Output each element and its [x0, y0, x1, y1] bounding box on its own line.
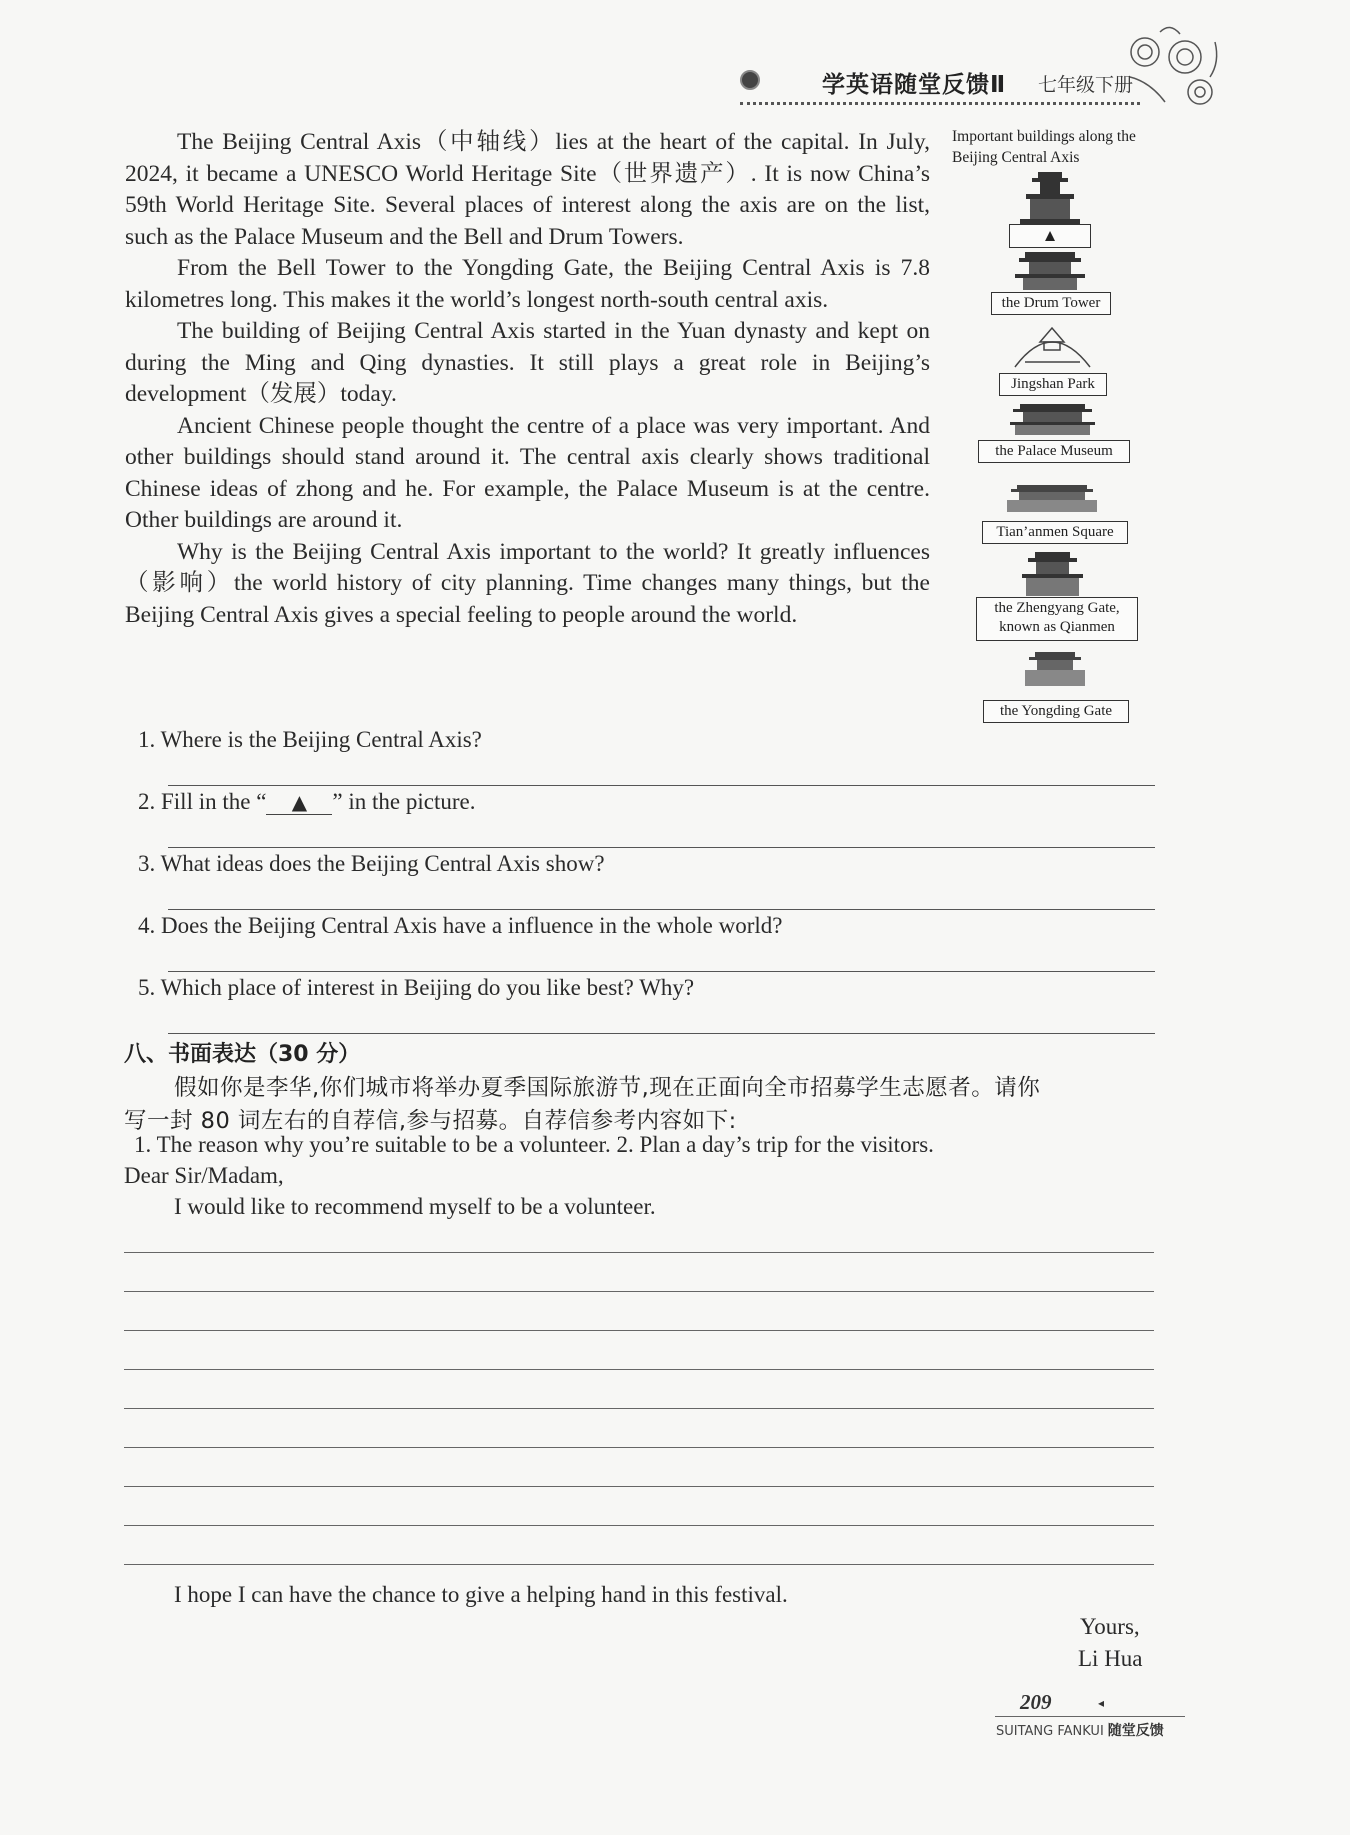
answer-line-5[interactable]	[168, 1033, 1155, 1034]
answer-line-3[interactable]	[168, 909, 1155, 910]
footer-brand-en: SUITANG FANKUI	[996, 1724, 1104, 1739]
zhengyang-gate-icon	[1010, 550, 1095, 600]
question-5: 5. Which place of interest in Beijing do you like best? Why?	[138, 975, 695, 1000]
page-number: 209	[1020, 1690, 1052, 1714]
writing-line[interactable]	[124, 1408, 1154, 1409]
bell-tower-icon	[1010, 170, 1090, 226]
label-zhengyang-gate	[976, 597, 1138, 641]
answer-line-2[interactable]	[168, 847, 1155, 848]
letter-closing: I hope I can have the chance to give a helping hand in this festival.	[174, 1582, 788, 1607]
writing-line[interactable]	[124, 1330, 1154, 1331]
question-2-text-start: 2. Fill in the “	[138, 789, 267, 814]
header-bullet-icon	[740, 70, 760, 90]
question-3: 3. What ideas does the Beijing Central Axis show?	[138, 851, 605, 876]
label-drum-tower: the Drum Tower	[991, 292, 1111, 315]
passage-paragraph: Ancient Chinese people thought the centre of a place was very important. And other buildings should stand around it. The central axis clearly shows traditional Chinese ideas of zhong and he. For example, the Palace Museum is at the centre. Other buildings are around it.	[125, 412, 930, 533]
prompt-line-2: 写一封 80 词左右的自荐信,参与招募。自荐信参考内容如下:	[124, 1108, 737, 1134]
question-1: 1. Where is the Beijing Central Axis?	[138, 727, 482, 752]
letter-opening: I would like to recommend myself to be a volunteer.	[174, 1194, 656, 1219]
writing-line[interactable]	[124, 1291, 1154, 1292]
footer-brand-cn: 随堂反馈	[1107, 1723, 1164, 1739]
palace-museum-icon	[1005, 402, 1100, 438]
footer-divider	[995, 1716, 1185, 1717]
question-2-text-end: ” in the picture.	[332, 789, 476, 814]
writing-line[interactable]	[124, 1564, 1154, 1565]
label-zhengyang-line1: the Zhengyang Gate,	[994, 600, 1120, 616]
flower-ornament-icon	[1120, 22, 1230, 117]
label-jingshan-park: Jingshan Park	[999, 373, 1107, 396]
blank-label: ▲	[1009, 224, 1091, 248]
letter-signature: Li Hua	[1078, 1646, 1143, 1671]
tiananmen-icon	[1005, 483, 1100, 515]
reading-passage	[125, 127, 930, 631]
label-tiananmen-square: Tian’anmen Square	[982, 521, 1128, 544]
jingshan-park-icon	[1010, 322, 1095, 372]
yongding-gate-icon	[1015, 650, 1095, 690]
passage-paragraph: Why is the Beijing Central Axis important to the world? It greatly influences（影响）the world history of city planning. Time changes many things, but the Beijing Central Axis gives a special feeling to people around the world.	[125, 538, 930, 628]
passage-paragraph: The building of Beijing Central Axis started in the Yuan dynasty and kept on during the Ming and Qing dynasties. It still plays a great role in Beijing’s development（发展）today.	[125, 318, 930, 407]
passage-paragraph: From the Bell Tower to the Yongding Gate, the Beijing Central Axis is 7.8 kilometres long. This makes it the world’s longest north-south central axis.	[125, 255, 930, 313]
writing-line[interactable]	[124, 1369, 1154, 1370]
question-2	[138, 789, 475, 815]
answer-line-1[interactable]	[168, 785, 1155, 786]
passage-paragraph: The Beijing Central Axis（中轴线）lies at the heart of the capital. In July, 2024, it became a UNESCO World Heritage Site（世界遗产）. It is now China’s 59th World Heritage Site. Several places of interest along the axis are on the list, such as the Palace Museum and the Bell and Drum Towers.	[125, 129, 930, 250]
section-title: 八、书面表达（30 分）	[124, 1042, 361, 1067]
page-arrow-icon: ◂	[1098, 1696, 1105, 1710]
question-4: 4. Does the Beijing Central Axis have a influence in the whole world?	[138, 913, 783, 938]
question-2-symbol: ▲	[266, 790, 332, 815]
label-yongding-gate: the Yongding Gate	[983, 700, 1129, 723]
label-palace-museum: the Palace Museum	[978, 440, 1130, 463]
footer-brand	[996, 1720, 1164, 1740]
letter-signoff: Yours,	[1080, 1614, 1140, 1639]
writing-line[interactable]	[124, 1525, 1154, 1526]
picture-title: Important buildings along the Beijing Central Axis	[952, 128, 1136, 166]
drum-tower-icon	[1005, 250, 1095, 292]
writing-line[interactable]	[124, 1486, 1154, 1487]
book-title: 学英语随堂反馈Ⅱ	[822, 72, 1007, 98]
answer-line-4[interactable]	[168, 971, 1155, 972]
book-grade: 七年级下册	[1038, 74, 1134, 96]
page-header	[740, 62, 1160, 102]
writing-line[interactable]	[124, 1447, 1154, 1448]
writing-line[interactable]	[124, 1252, 1154, 1253]
label-zhengyang-line2: known as Qianmen	[999, 619, 1115, 635]
letter-salutation: Dear Sir/Madam,	[124, 1163, 284, 1188]
prompt-line-1: 假如你是李华,你们城市将举办夏季国际旅游节,现在正面向全市招募学生志愿者。请你	[174, 1075, 1041, 1101]
prompt-points: 1. The reason why you’re suitable to be a volunteer. 2. Plan a day’s trip for the visitors.	[134, 1132, 934, 1157]
header-divider	[740, 102, 1140, 105]
